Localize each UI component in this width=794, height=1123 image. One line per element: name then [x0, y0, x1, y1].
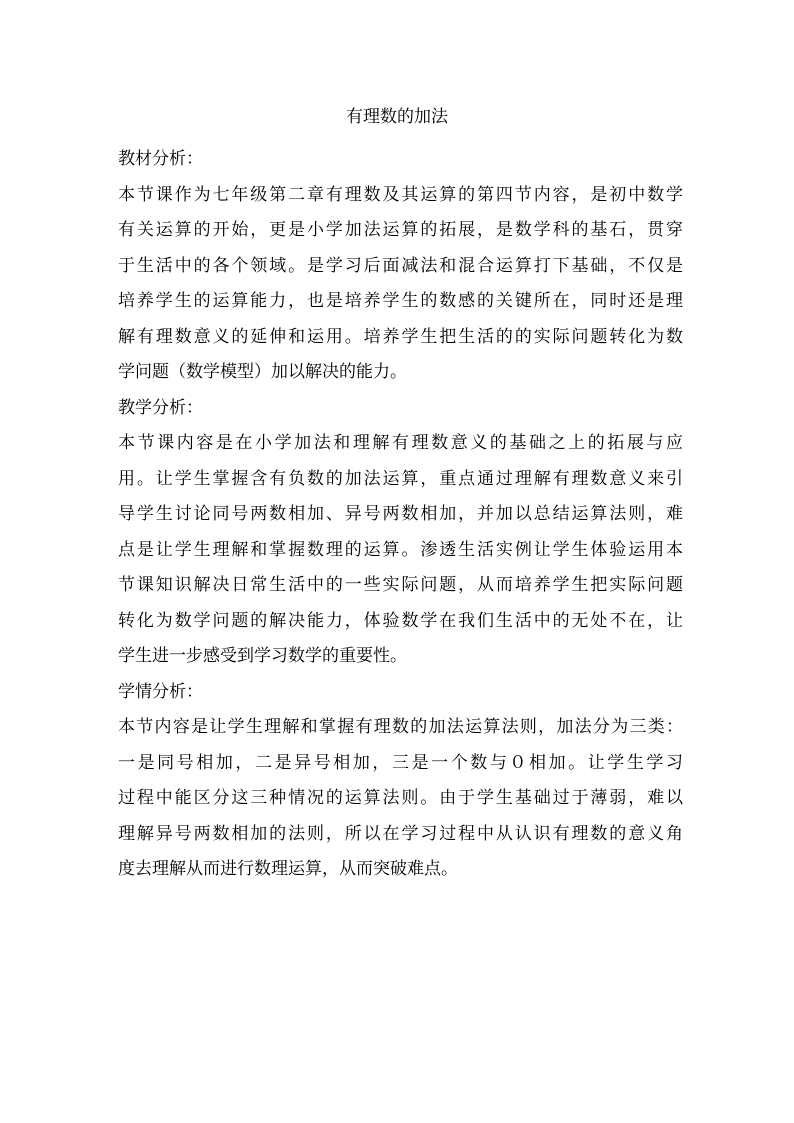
paragraph-line: 本节内容是让学生理解和掌握有理数的加法运算法则，加法分为三类：: [118, 717, 683, 737]
document-body: [118, 142, 683, 888]
section-heading: 教学分析：: [118, 397, 203, 418]
paragraph-line: 用。让学生掌握含有负数的加法运算，重点通过理解有理数意义来引: [118, 468, 683, 489]
paragraph-line: 于生活中的各个领域。是学习后面减法和混合运算打下基础，不仅是: [118, 255, 683, 276]
paragraph-line: 点是让学生理解和掌握数理的运算。渗透生活实例让学生体验运用本: [118, 539, 683, 560]
paragraph-line: 本节课作为七年级第二章有理数及其运算的第四节内容，是初中数学: [118, 184, 683, 205]
paragraph-line: 理解异号两数相加的法则，所以在学习过程中从认识有理数的意义角: [118, 823, 683, 844]
paragraph-line: 转化为数学问题的解决能力，体验数学在我们生活中的无处不在，让: [118, 610, 683, 631]
paragraph-line: 学生进一步感受到学习数学的重要性。: [118, 646, 407, 666]
section-student-analysis: [118, 675, 683, 888]
paragraph-line: 培养学生的运算能力，也是培养学生的数感的关键所在，同时还是理: [118, 291, 683, 311]
paragraph: [118, 178, 683, 391]
paragraph-line: 本节课内容是在小学加法和理解有理数意义的基础之上的拓展与应: [118, 433, 683, 453]
section-textbook-analysis: [118, 142, 683, 391]
section-heading: 学情分析：: [118, 681, 203, 702]
paragraph-line: 节课知识解决日常生活中的一些实际问题，从而培养学生把实际问题: [118, 575, 683, 595]
paragraph-line: 导学生讨论同号两数相加、异号两数相加，并加以总结运算法则，难: [118, 504, 683, 524]
paragraph-line: 过程中能区分这三种情况的运算法则。由于学生基础过于薄弱，难以: [118, 788, 683, 808]
paragraph-line: 学问题（数学模型）加以解决的能力。: [118, 362, 407, 382]
paragraph-line: 一是同号相加，二是异号相加，三是一个数与０相加。让学生学习: [118, 752, 683, 773]
paragraph-line: 度去理解从而进行数理运算，从而突破难点。: [118, 859, 458, 879]
section-teaching-analysis: [118, 391, 683, 675]
paragraph-line: 解有理数意义的延伸和运用。培养学生把生活的的实际问题转化为数: [118, 326, 683, 347]
paragraph: [118, 710, 683, 888]
document-title: 有理数的加法: [346, 107, 448, 127]
paragraph-line: 有关运算的开始，更是小学加法运算的拓展，是数学科的基石，贯穿: [118, 220, 683, 240]
section-heading: 教材分析：: [118, 149, 203, 169]
paragraph: [118, 426, 683, 675]
